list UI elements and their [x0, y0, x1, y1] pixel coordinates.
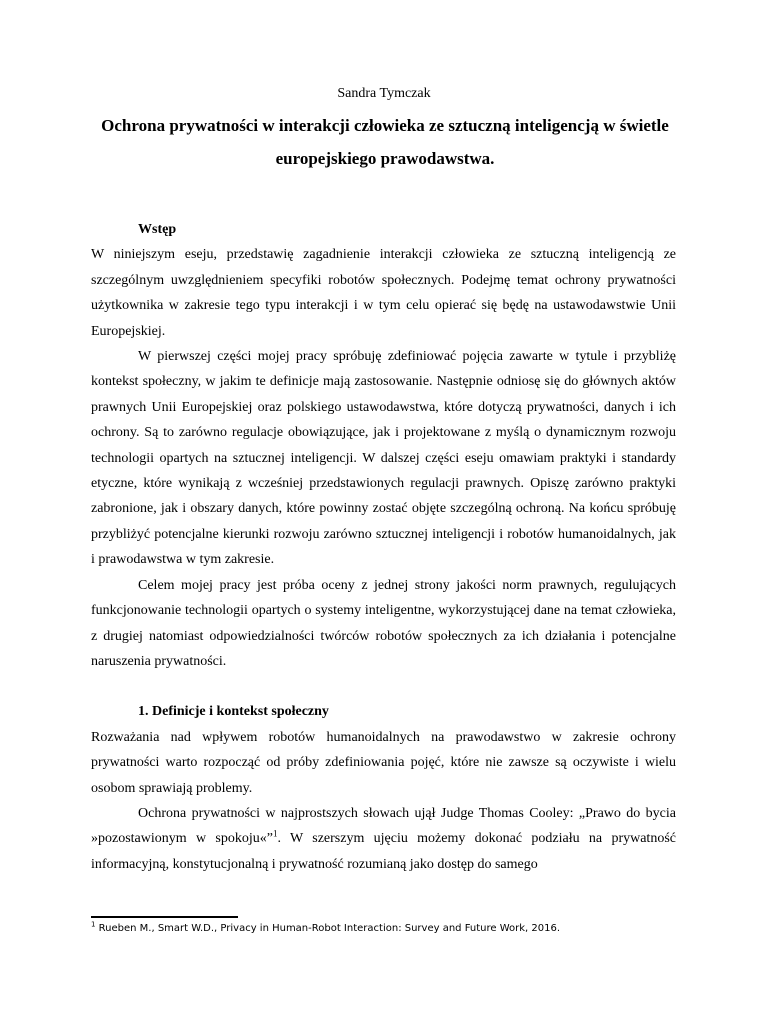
document-body [91, 217, 676, 877]
section-spacer [91, 674, 676, 699]
paragraph-s1-2 [91, 801, 676, 877]
paragraph-intro-1: W niniejszym eseju, przedstawię zagadnienie interakcji człowieka ze sztuczną inteligencją ze szczególnym uwzględnieniem specyfiki robotów społecznych. Podejmę temat ochrony prywatności użytkownika w zakresie tego typu interakcji i w tym celu opierać się będę na ustawodawstwie Unii Europejskiej. [91, 247, 676, 339]
paragraph-intro-3: Celem mojej pracy jest próba oceny z jednej strony jakości norm prawnych, regulujących funkcjonowanie technologii opartych o systemy inteligentne, wykorzystującej dane na temat człowieka, z drugiej natomiast odpowiedzialności twórców robotów społecznych za ich działania i potencjalne naruszenia prywatności. [91, 577, 676, 669]
footnote-reference[interactable]: 1 [272, 828, 278, 839]
footnote-number: 1 [91, 920, 96, 929]
paragraph-s1-2-part-b: . W szerszym ujęciu możemy dokonać podziału na prywatność informacyjną, konstytucjonalną i prywatność rozumianą jako dostęp do samego [91, 831, 676, 872]
paragraph-s1-1: Rozważania nad wpływem robotów humanoidalnych na prawodawstwo w zakresie ochrony prywatności warto rozpocząć od próby zdefiniowania pojęć, które nie zawsze są oczywiste i wielu osobom sprawiają problemy. [91, 729, 676, 796]
paragraph-intro-2: W pierwszej części mojej pracy spróbuję zdefiniować pojęcia zawarte w tytule i przybliżę kontekst społeczny, w jakim te definicje mają zastosowanie. Następnie odniosę się do głównych aktów prawnych Unii Europejskiej oraz polskiego ustawodawstwa, które dotyczą prywatności, danych i ich ochrony. Są to zarówno regulacje obowiązujące, jak i projektowane z myślą o dynamicznym rozwoju technologii opartych na sztucznej inteligencji. W dalszej części eseju omawiam praktyki i standardy etyczne, które wynikają z wcześniej przedstawionych regulacji prawnych. Opiszę zarówno praktyki zabronione, jak i obszary danych, które powinny zostać objęte szczególną ochroną. Na końcu spróbuję przybliżyć potencjalne kierunki rozwoju zarówno sztucznej inteligencji i robotów humanoidalnych, jak i prawodawstwa w tym zakresie. [91, 349, 676, 568]
document-title: Ochrona prywatności w interakcji człowieka ze sztuczną inteligencją w świetle europejskiego prawodawstwa. [101, 116, 669, 168]
footnote-separator [91, 916, 238, 918]
paragraph-s1-2-part-a: Ochrona prywatności w najprostszych słowach ujął Judge Thomas Cooley: „Prawo do bycia »pozostawionym w spokoju«” [91, 805, 676, 847]
section-heading-1: 1. Definicje i kontekst społeczny [138, 704, 329, 720]
author-name: Sandra Tymczak [337, 86, 431, 101]
footnote-text: Rueben M., Smart W.D., Privacy in Human-Robot Interaction: Survey and Future Work, 2016. [95, 923, 561, 934]
section-heading-intro: Wstęp [138, 222, 177, 237]
footnote [91, 920, 676, 934]
